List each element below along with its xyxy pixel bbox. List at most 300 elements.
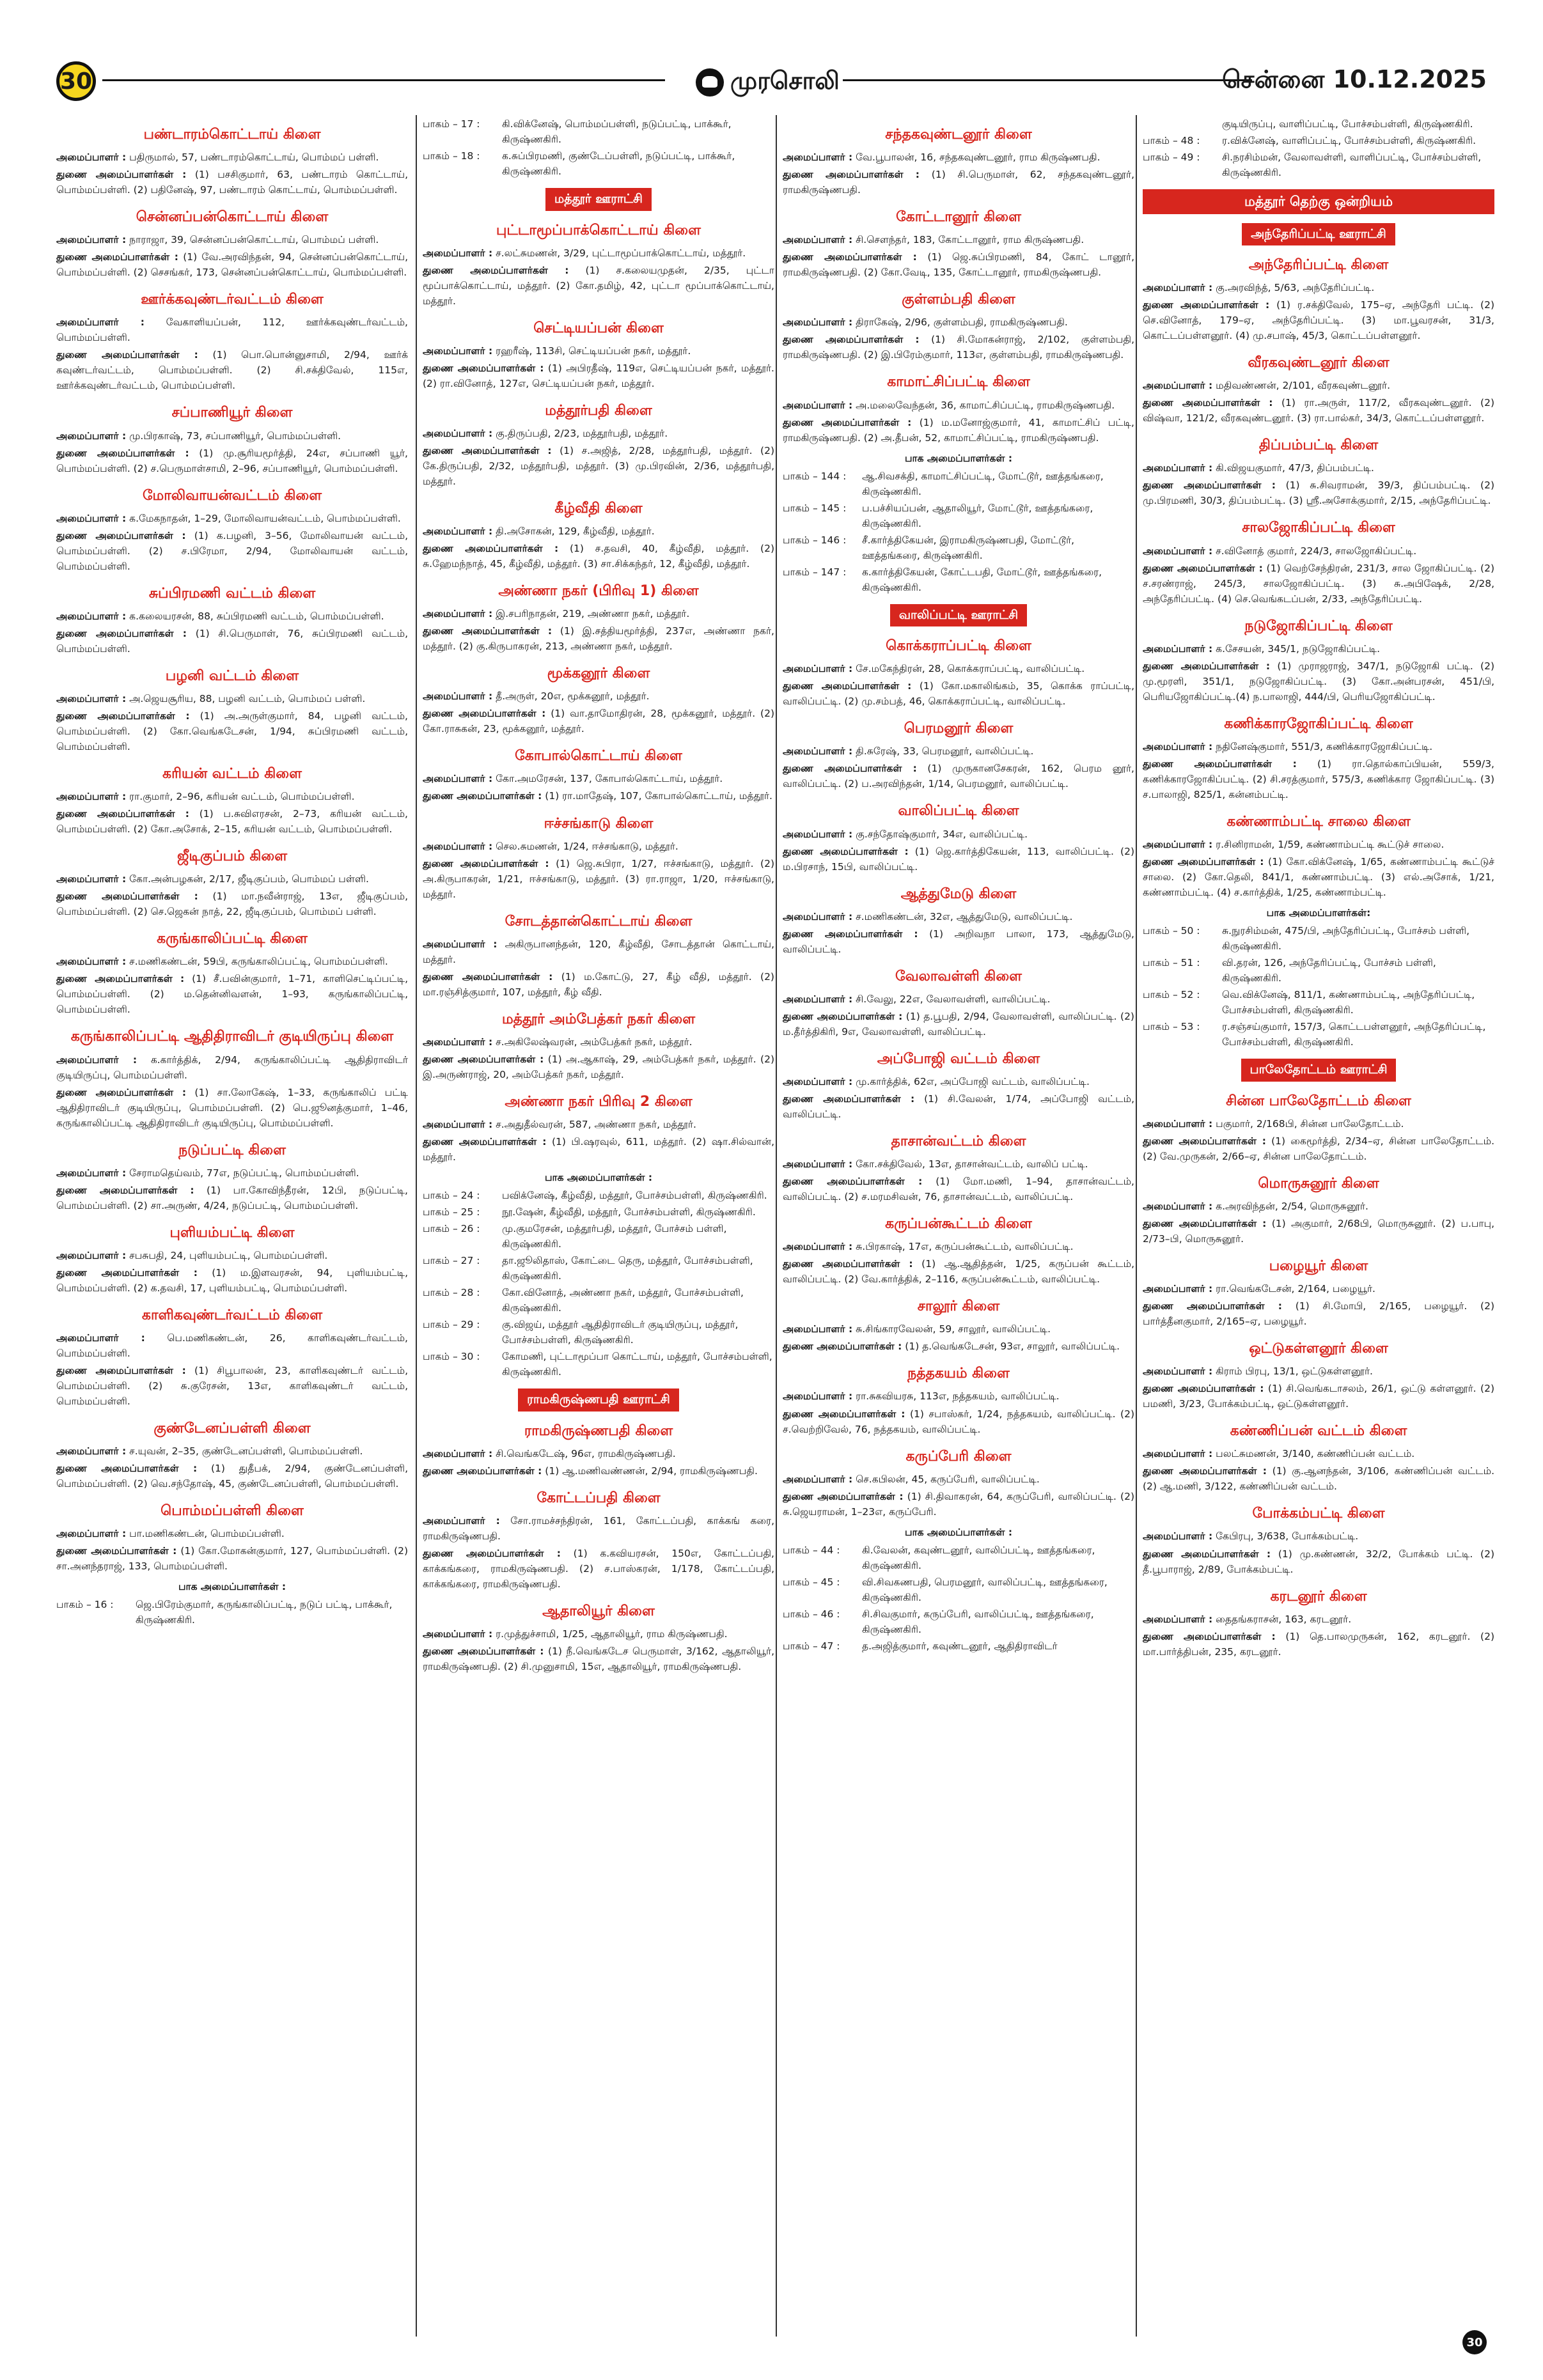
ward-subheading: பாக அமைப்பாளர்கள் : bbox=[904, 452, 1013, 464]
entry-label: துணை அமைப்பாளர்கள் : bbox=[783, 1176, 923, 1188]
ward-label: பாகம் – 48 : bbox=[1143, 135, 1200, 147]
organiser-entry bbox=[423, 1513, 774, 1544]
entry-text: (1) அகுமார், 2/68பி, மொருசுனூர். (2) ப.பாபு, 2/73–பி, மொருசுனூர். bbox=[1143, 1217, 1494, 1245]
organiser-entry bbox=[423, 1034, 774, 1050]
entry-label: அமைப்பாளர் : bbox=[1143, 380, 1213, 392]
organiser-entry bbox=[423, 937, 774, 967]
branch-heading: மூக்கனூர் கிளை bbox=[547, 665, 650, 682]
entry-text: வே.பூபாலன், 16, சந்தகவுண்டனூர், ராம கிருஷ்ணபதி. bbox=[856, 152, 1100, 164]
ward-entry bbox=[423, 1349, 774, 1380]
entry-text: சி.சௌந்தர், 183, கோட்டானூர், ராம கிருஷ்ணபதி. bbox=[856, 234, 1085, 246]
entry-label: அமைப்பாளர் : bbox=[56, 1249, 127, 1261]
entry-label: துணை அமைப்பாளர்கள் : bbox=[1143, 1217, 1267, 1229]
entry-text: (1) சு.சிவராமன், 39/3, திப்பம்பட்டி. (2) மு.பிரமணி, 30/3, திப்பம்பட்டி. (3) ஸ்ரீ.அசோக்குமார், 2/15, அந்தேரிப்பட்டி. bbox=[1143, 479, 1494, 507]
ward-entry bbox=[1143, 133, 1494, 148]
entry-label: அமைப்பாளர் : bbox=[783, 234, 853, 246]
branch-heading: கருப்பன்கூட்டம் கிளை bbox=[885, 1216, 1032, 1233]
entry-text: (1) கைமூர்த்தி, 2/34–ஏ, சின்ன பாலேதோட்டம். (2) வே.முருகன், 2/66–ஏ, சின்ன பாலேதோட்டம். bbox=[1143, 1135, 1494, 1162]
deputy-organisers-entry bbox=[56, 806, 408, 837]
organiser-entry bbox=[56, 428, 408, 444]
branch-heading: மொருசுனூர் கிளை bbox=[1258, 1175, 1379, 1192]
entry-label: அமைப்பாளர் : bbox=[783, 1241, 853, 1253]
branch-heading: சோடத்தான்கொட்டாய் கிளை bbox=[505, 913, 693, 929]
organiser-entry bbox=[423, 688, 774, 704]
entry-text: சு.பிரகாஷ், 17எ, கருப்பன்கூட்டம், வாலிப்பட்டி. bbox=[856, 1241, 1074, 1253]
branch-heading: கரடனூர் கிளை bbox=[1270, 1588, 1367, 1605]
column-divider bbox=[416, 115, 417, 2337]
entry-label: அமைப்பாளர் : bbox=[423, 345, 493, 357]
ward-subheading: பாக அமைப்பாளர்கள் : bbox=[904, 1526, 1013, 1538]
organiser-entry bbox=[423, 245, 774, 261]
organiser-entry bbox=[56, 871, 408, 887]
entry-text: (1) அ.ஆகாஷ், 29, அம்பேத்கர் நகர், மத்தூர். (2) இ.அருண்ராஜ், 20, அம்பேத்கர் நகர், மத்தூர். bbox=[423, 1053, 774, 1080]
ward-entry bbox=[423, 148, 774, 179]
deputy-organisers-entry bbox=[783, 844, 1134, 875]
entry-label: துணை அமைப்பாளர்கள் : bbox=[783, 1093, 915, 1105]
organiser-entry bbox=[56, 1330, 408, 1361]
column-1 bbox=[56, 115, 408, 2337]
entry-label: துணை அமைப்பாளர்கள் : bbox=[423, 970, 553, 983]
entry-label: துணை அமைப்பாளர்கள் : bbox=[56, 1184, 194, 1196]
organiser-entry bbox=[1143, 837, 1494, 852]
entry-text: கு.சந்தோஷ்குமார், 34எ, வாலிப்பட்டி. bbox=[856, 828, 1028, 840]
entry-label: துணை அமைப்பாளர்கள் : bbox=[56, 891, 198, 903]
branch-heading: கோட்டப்பதி கிளை bbox=[537, 1489, 661, 1506]
entry-label: துணை அமைப்பாளர்கள் : bbox=[783, 334, 920, 346]
entry-text: (1) அ.அருள்குமார், 84, பழனி வட்டம், பொம்மப்பள்ளி. (2) கோ.வெங்கடேசன், 1/94, சுப்பிரமணி வட்டம், பொம்மப்பள்ளி. bbox=[56, 710, 408, 753]
entry-text: (1) ப.சுவிஎரசன், 2–73, கரியன் வட்டம், பொம்மப்பள்ளி. (2) கோ.அசோக், 2–15, கரியன் வட்டம், பொம்மப்பள்ளி. bbox=[56, 808, 408, 836]
organiser-entry bbox=[423, 426, 774, 441]
entry-text: கு.அரவிந்த், 5/63, அந்தேரிப்பட்டி. bbox=[1216, 282, 1375, 294]
entry-label: அமைப்பாளர் : bbox=[1143, 740, 1213, 752]
entry-label: துணை அமைப்பாளர்கள் : bbox=[423, 1547, 561, 1559]
entry-label: துணை அமைப்பாளர்கள் : bbox=[56, 1463, 198, 1475]
deputy-organisers-entry bbox=[1143, 1629, 1494, 1660]
deputy-organisers-entry bbox=[423, 263, 774, 309]
ward-text: ர.விக்னேஷ், வாளிப்பட்டி, போச்சம்பள்ளி, கிருஷ்ணகிரி. bbox=[1222, 135, 1476, 147]
entry-text: (1) ஆ.ஆதித்தன், 1/25, கருப்பன் கூட்டம், வாலிப்பட்டி. (2) வே.கார்த்திக், 2–116, கருப்பன்கூட்டம், வாலிப்பட்டி. bbox=[783, 1258, 1134, 1286]
ward-entry bbox=[423, 1253, 774, 1284]
entry-label: அமைப்பாளர் : bbox=[783, 993, 853, 1005]
entry-label: அமைப்பாளர் : bbox=[1143, 1613, 1213, 1625]
deputy-organisers-entry bbox=[783, 1489, 1134, 1520]
ward-label: பாகம் – 51 : bbox=[1143, 957, 1200, 969]
organiser-entry bbox=[56, 691, 408, 706]
ward-text: ப.பச்சியப்பன், ஆதாலியூர், மோட்டூர், ஊத்தங்கரை, கிருஷ்ணகிரி. bbox=[862, 502, 1093, 529]
ward-entry bbox=[56, 1597, 408, 1628]
ward-label: பாகம் – 25 : bbox=[423, 1206, 480, 1218]
branch-heading: சாலஜோகிப்பட்டி கிளை bbox=[1242, 520, 1395, 536]
organiser-entry bbox=[56, 1443, 408, 1459]
entry-label: அமைப்பாளர் : bbox=[423, 773, 493, 785]
ward-entry bbox=[783, 564, 1134, 595]
deputy-organisers-entry bbox=[423, 1644, 774, 1674]
entry-text: ர.சினிராமன், 1/59, கண்ணாம்பட்டி கூட்டுச் சாலை. bbox=[1216, 839, 1445, 851]
entry-label: துணை அமைப்பாளர்கள் : bbox=[783, 845, 909, 857]
entry-label: துணை அமைப்பாளர்கள் : bbox=[423, 1136, 547, 1148]
organiser-entry bbox=[783, 315, 1134, 330]
branch-heading: புளியம்பட்டி கிளை bbox=[169, 1224, 295, 1241]
entry-text: (1) சி.மோகன்ராஜ், 2/102, குள்ளம்பதி, ராமகிருஷ்ணபதி. (2) இ.பிரேம்குமார், 113எ, குள்ளம்பதி, ராமகிருஷ்ணபதி. bbox=[783, 334, 1134, 361]
entry-label: துணை அமைப்பாளர்கள் : bbox=[1143, 397, 1273, 409]
deputy-organisers-entry bbox=[1143, 1381, 1494, 1412]
entry-label: துணை அமைப்பாளர்கள் : bbox=[1143, 1383, 1264, 1395]
entry-text: கு.திருப்பதி, 2/23, மத்தூர்பதி, மத்தூர். bbox=[496, 427, 668, 439]
entry-text: (1) ஆ.மணிவண்ணன், 2/94, ராமகிருஷ்ணபதி. bbox=[545, 1465, 758, 1477]
organiser-entry bbox=[783, 743, 1134, 759]
organiser-entry bbox=[423, 1117, 774, 1132]
column-divider bbox=[1136, 115, 1137, 2337]
entry-label: அமைப்பாளர் : bbox=[56, 152, 127, 164]
entry-label: துணை அமைப்பாளர்கள் : bbox=[1143, 1300, 1282, 1312]
ward-entry bbox=[783, 533, 1134, 563]
ward-label: பாகம் – 24 : bbox=[423, 1190, 480, 1202]
ward-text: ஆ.சிவசக்தி, காமாட்சிப்பட்டி, மோட்டூர், ஊத்தங்கரை, கிருஷ்ணகிரி. bbox=[862, 470, 1104, 497]
branch-heading: புட்டாமூப்பாக்கொட்டாய் கிளை bbox=[496, 222, 701, 238]
branch-heading: பண்டாரம்கொட்டாய் கிளை bbox=[143, 127, 321, 143]
entry-label: அமைப்பாளர் : bbox=[783, 152, 853, 164]
branch-heading: சப்பாணியூர் கிளை bbox=[171, 405, 293, 421]
entry-label: துணை அமைப்பாளர்கள் : bbox=[1143, 479, 1276, 492]
masthead bbox=[56, 61, 1487, 104]
deputy-organisers-entry bbox=[783, 1009, 1134, 1039]
masthead-rule-right bbox=[843, 79, 1252, 81]
deputy-organisers-entry bbox=[1143, 1463, 1494, 1494]
entry-label: அமைப்பாளர் : bbox=[56, 512, 127, 524]
entry-label: அமைப்பாளர் : bbox=[423, 938, 497, 950]
entry-text: (1) சி.திவாகரன், 64, கருப்பேரி, வாலிப்பட்டி. (2) சு.ஜெயராமன், 1–23எ, கருப்பேரி. bbox=[783, 1490, 1134, 1518]
branch-heading: கருப்பேரி கிளை bbox=[905, 1448, 1012, 1465]
organiser-entry bbox=[783, 232, 1134, 247]
entry-label: துணை அமைப்பாளர்கள் : bbox=[423, 625, 552, 637]
entry-label: துணை அமைப்பாளர்கள் : bbox=[56, 447, 189, 459]
ward-label: பாகம் – 145 : bbox=[783, 502, 847, 514]
branch-heading: ஒட்டுகள்ளனூர் கிளை bbox=[1249, 1341, 1388, 1357]
organiser-entry bbox=[56, 789, 408, 804]
entry-label: துணை அமைப்பாளர்கள் : bbox=[423, 264, 569, 276]
ward-text: த.அஜித்குமார், கவுண்டனூர், ஆதிதிராவிடர் bbox=[862, 1640, 1058, 1652]
entry-label: அமைப்பாளர் : bbox=[423, 608, 493, 620]
deputy-organisers-entry bbox=[56, 1183, 408, 1213]
organiser-entry bbox=[423, 1626, 774, 1642]
entry-text: (1) ம.கோட்டு, 27, கீழ் வீதி, மத்தூர். (2) மா.ரஞ்சித்குமார், 107, மத்தூர், கீழ் வீதி. bbox=[423, 970, 774, 998]
entry-label: அமைப்பாளர் : bbox=[56, 1054, 137, 1066]
deputy-organisers-entry bbox=[56, 971, 408, 1017]
entry-label: அமைப்பாளர் : bbox=[783, 663, 853, 675]
organiser-entry bbox=[1143, 460, 1494, 476]
branch-heading: பெரமனூர் கிளை bbox=[904, 720, 1014, 737]
branch-heading: அந்தேரிப்பட்டி கிளை bbox=[1248, 257, 1389, 274]
branch-heading: பொம்மப்பள்ளி கிளை bbox=[161, 1503, 304, 1520]
ward-text: க.கார்த்திகேயன், கோட்டபதி, மோட்டூர், ஊத்தங்கரை, கிருஷ்ணகிரி. bbox=[862, 566, 1102, 593]
branch-heading: ஆத்துமேடு கிளை bbox=[900, 885, 1017, 902]
ward-subheading: பாக அமைப்பாளர்கள் : bbox=[544, 1172, 653, 1184]
entry-text: (1) அபிரதீஷ், 119எ, செட்டியப்பன் நகர், மத்தூர். (2) ரா.வினோத், 127எ, செட்டியப்பன் நகர், மத்தூர். bbox=[423, 362, 774, 389]
entry-label: துணை அமைப்பாளர்கள் : bbox=[56, 349, 198, 361]
entry-text: கி.விஜயகுமார், 47/3, திப்பம்பட்டி. bbox=[1216, 462, 1374, 474]
deputy-organisers-entry bbox=[423, 361, 774, 391]
entry-label: துணை அமைப்பாளர்கள் : bbox=[56, 529, 186, 541]
branch-heading: காளிகவுண்டர்வட்டம் கிளை bbox=[141, 1307, 323, 1323]
entry-label: துணை அமைப்பாளர்கள் : bbox=[56, 710, 190, 722]
entry-label: துணை அமைப்பாளர்கள் : bbox=[423, 1465, 542, 1477]
entry-label: துணை அமைப்பாளர்கள் : bbox=[56, 169, 187, 181]
ward-entry bbox=[423, 1285, 774, 1316]
ward-entry bbox=[1143, 987, 1494, 1018]
ward-label: பாகம் – 28 : bbox=[423, 1287, 480, 1299]
entry-label: அமைப்பாளர் : bbox=[56, 610, 127, 622]
entry-text: இ.சபரிநாதன், 219, அண்ணா நகர், மத்தூர். bbox=[496, 608, 690, 620]
organiser-entry bbox=[56, 1165, 408, 1181]
deputy-organisers-entry bbox=[423, 706, 774, 736]
entry-text: (1) ச.கலையமுதன், 2/35, புட்டா மூப்பாக்கொட்டாய், மத்தூர். (2) கோ.தமிழ், 42, புட்டா மூப்பாக்கொட்டாய், மத்தூர். bbox=[423, 264, 774, 307]
column-3 bbox=[783, 115, 1134, 2337]
organiser-entry bbox=[783, 1388, 1134, 1404]
entry-label: துணை அமைப்பாளர்கள் : bbox=[783, 416, 912, 428]
entry-label: துணை அமைப்பாளர்கள் : bbox=[783, 1408, 905, 1420]
entry-text: கோ.அன்பழகன், 2/17, ஜீடிகுப்பம், பொம்மப் பள்ளி. bbox=[129, 873, 369, 885]
entry-label: அமைப்பாளர் : bbox=[56, 1332, 145, 1344]
deputy-organisers-entry bbox=[783, 1339, 1134, 1354]
entry-label: அமைப்பாளர் : bbox=[423, 427, 493, 439]
ward-subheading: பாக அமைப்பாளர்கள் : bbox=[178, 1581, 286, 1593]
panchayat-tag: வாலிப்பட்டி ஊராட்சி bbox=[890, 604, 1027, 626]
date-line: சென்னை 10.12.2025 bbox=[1222, 65, 1487, 93]
entry-text: ச.மணிகண்டன், 59பி, கருங்காலிப்பட்டி, பொம்மப்பள்ளி. bbox=[129, 956, 388, 968]
entry-label: துணை அமைப்பாளர்கள் : bbox=[423, 708, 546, 720]
organiser-entry bbox=[56, 1052, 408, 1083]
ward-entry bbox=[783, 469, 1134, 499]
entry-label: அமைப்பாளர் : bbox=[423, 690, 493, 703]
entry-text: (1) பசசிகுமார், 63, பண்டாரம் கொட்டாய், பொம்மப்பள்ளி. (2) பதினேஷ், 97, பண்டாரம் கொட்டாய், பொம்மப்பள்ளி. bbox=[56, 169, 408, 196]
entry-label: அமைப்பாளர் : bbox=[423, 1628, 493, 1640]
ward-entry bbox=[423, 1188, 774, 1203]
deputy-organisers-entry bbox=[783, 1091, 1134, 1122]
entry-label: அமைப்பாளர் : bbox=[1143, 642, 1213, 655]
entry-text: (1) ச.அஜித், 2/28, மத்தூர்பதி, மத்தூர். (2) கே.திருப்பதி, 2/32, மத்தூர்பதி, மத்தூர். (3) மு.பிரவின், 2/36, மத்தூர்பதி, மத்தூர். bbox=[423, 444, 774, 487]
ward-label: பாகம் – 49 : bbox=[1143, 152, 1200, 164]
entry-label: அமைப்பாளர் : bbox=[783, 1473, 853, 1485]
entry-label: அமைப்பாளர் : bbox=[423, 247, 493, 259]
organiser-entry bbox=[783, 661, 1134, 676]
entry-text: தி.அசோகன், 129, கீழ்வீதி, மத்தூர். bbox=[496, 525, 655, 538]
union-banner: மத்தூர் தெற்கு ஒன்றியம் bbox=[1143, 189, 1494, 214]
deputy-organisers-entry bbox=[783, 1406, 1134, 1437]
ward-label: பாகம் – 52 : bbox=[1143, 989, 1200, 1001]
ward-text: ர.சஞ்சய்குமார், 157/3, கொட்டபள்ளனூர், அந்தேரிப்பட்டி, போச்சம்பள்ளி, கிருஷ்ணகிரி. bbox=[1222, 1021, 1486, 1048]
entry-label: துணை அமைப்பாளர்கள் : bbox=[783, 1010, 903, 1022]
entry-label: அமைப்பாளர் : bbox=[783, 1075, 853, 1087]
entry-label: துணை அமைப்பாளர்கள் : bbox=[423, 543, 559, 555]
entry-label: அமைப்பாளர் : bbox=[56, 316, 145, 329]
entry-text: சி.வேலு, 22எ, வேலாவள்ளி, வாலிப்பட்டி. bbox=[856, 993, 1051, 1005]
ward-text: தா.ஜூலிதாஸ், கோட்டை தெரு, மத்தூர், போச்சம்பள்ளி, கிருஷ்ணகிரி. bbox=[502, 1255, 753, 1282]
deputy-organisers-entry bbox=[56, 1363, 408, 1409]
entry-text: (1) ரா.அருள், 117/2, வீரகவுண்டனூர். (2) விஷ்வா, 121/2, வீரகவுண்டனூர். (3) ரா.பால்கர், 34/3, கொட்டப்பள்ளனூர். bbox=[1143, 397, 1494, 424]
entry-label: அமைப்பாளர் : bbox=[56, 1167, 127, 1179]
entry-text: (1) சிபூபாலன், 23, காளிகவுண்டர் வட்டம், பொம்மப்பள்ளி. (2) சு.குரேசன், 13எ, காளிகவுண்டர் வட்டம், பொம்மப்பள்ளி. bbox=[56, 1365, 408, 1408]
branch-heading: சாலூர் கிளை bbox=[917, 1298, 1000, 1315]
branch-heading: காமாட்சிப்பட்டி கிளை bbox=[887, 374, 1030, 391]
entry-label: துணை அமைப்பாளர்கள் : bbox=[56, 973, 185, 985]
branch-heading: கோட்டானூர் கிளை bbox=[896, 209, 1021, 226]
deputy-organisers-entry bbox=[1143, 561, 1494, 607]
organiser-entry bbox=[423, 1446, 774, 1461]
branch-heading: ஈச்சங்காடு கிளை bbox=[544, 815, 654, 832]
entry-label: அமைப்பாளர் : bbox=[423, 1036, 493, 1048]
entry-text: (1) பா.கோவிந்தீரன், 12பி, நடுப்பட்டி, பொம்மப்பள்ளி. (2) சா.அருண், 4/24, நடுப்பட்டி, பொம்மப்பள்ளி. bbox=[56, 1184, 408, 1211]
entry-text: ச.வினோத் குமார், 224/3, சாலஜோகிப்பட்டி. bbox=[1216, 545, 1417, 557]
entry-text: (1) முருகானசேகரன், 162, பெரம னூர், வாலிப்பட்டி. (2) ப.அரவிந்தன், 1/14, பெரமனூர், வாலிப்பட்டி. bbox=[783, 763, 1134, 790]
organiser-entry bbox=[783, 150, 1134, 165]
deputy-organisers-entry bbox=[783, 332, 1134, 362]
entry-text: பெ.மணிகண்டன், 26, காளிகவுண்டர்வட்டம், பொம்மப்பள்ளி. bbox=[56, 1332, 408, 1360]
ward-text: கி.விக்னேஷ், பொம்மப்பள்ளி, நடுப்பட்டி, பாக்கூர், கிருஷ்ணகிரி. bbox=[502, 118, 732, 146]
deputy-organisers-entry bbox=[423, 1546, 774, 1592]
deputy-organisers-entry bbox=[56, 249, 408, 280]
organiser-entry bbox=[1143, 280, 1494, 295]
paper-name bbox=[696, 66, 840, 98]
entry-text: சு.சிங்காரவேலன், 59, சாலூர், வாலிப்பட்டி. bbox=[856, 1323, 1051, 1335]
deputy-organisers-entry bbox=[423, 856, 774, 902]
deputy-organisers-entry bbox=[56, 1085, 408, 1131]
ward-label: பாகம் – 29 : bbox=[423, 1319, 480, 1331]
entry-text: (1) மா.நவீன்ராஜ், 13எ, ஜீடிகுப்பம், பொம்மப்பள்ளி. (2) செ.ஜெகன் நாத், 22, ஜீடிகுப்பம், பொம்மப் பள்ளி. bbox=[56, 891, 408, 918]
ward-text: சு.நுரசிம்மன், 475/பி, அந்தேரிப்பட்டி, போச்சம் பள்ளி, கிருஷ்ணகிரி. bbox=[1222, 925, 1470, 953]
entry-label: துணை அமைப்பாளர்கள் : bbox=[423, 790, 542, 802]
entry-label: அமைப்பாளர் : bbox=[1143, 282, 1213, 294]
organiser-entry bbox=[56, 232, 408, 247]
entry-label: அமைப்பாளர் : bbox=[56, 956, 127, 968]
column-2 bbox=[423, 115, 774, 2337]
entry-label: அமைப்பாளர் : bbox=[423, 525, 493, 538]
ward-label: பாகம் – 50 : bbox=[1143, 925, 1200, 937]
entry-label: அமைப்பாளர் : bbox=[1143, 1117, 1213, 1130]
entry-text: நாராஜா, 39, சென்னப்பன்கொட்டாய், பொம்மப் பள்ளி. bbox=[129, 234, 379, 246]
deputy-organisers-entry bbox=[56, 446, 408, 476]
organiser-entry bbox=[1143, 1612, 1494, 1627]
ward-text: கி.வேலன், கவுண்டனூர், வாலிப்பட்டி, ஊத்தங்கரை, கிருஷ்ணகிரி. bbox=[862, 1544, 1095, 1571]
branch-heading: ஜீடிகுப்பம் கிளை bbox=[176, 848, 288, 865]
entry-text: அகிருபானந்தன், 120, கீழ்வீதி, சோடத்தான் கொட்டாய், மத்தூர். bbox=[423, 938, 774, 965]
entry-label: துணை அமைப்பாளர்கள் : bbox=[423, 1053, 544, 1065]
entry-text: ர.முத்துச்சாமி, 1/25, ஆதாலியூர், ராம கிருஷ்ணபதி. bbox=[496, 1628, 728, 1640]
entry-text: (1) நீ.வெங்கடேச பெருமாள், 3/162, ஆதாலியூர், ராமகிருஷ்ணபதி. (2) சி.முனுசாமி, 15எ, ஆதாலியூர், ராமகிருஷ்ணபதி. bbox=[423, 1645, 774, 1673]
organiser-entry bbox=[783, 1321, 1134, 1337]
entry-text: ச.அகிலேஷ்வரன், அம்பேத்கர் நகர், மத்தூர். bbox=[496, 1036, 693, 1048]
entry-label: அமைப்பாளர் : bbox=[56, 234, 127, 246]
branch-heading: சுப்பிரமணி வட்டம் கிளை bbox=[148, 585, 316, 602]
ward-entry bbox=[783, 1575, 1134, 1605]
organiser-entry bbox=[1143, 1281, 1494, 1296]
organiser-entry bbox=[1143, 1364, 1494, 1379]
deputy-organisers-entry bbox=[783, 926, 1134, 957]
entry-label: அமைப்பாளர் : bbox=[783, 399, 853, 411]
entry-text: (1) சீ.பவின்குமார், 1–71, காளிசெட்டிப்பட்டி, பொம்மப்பள்ளி. (2) ம.தென்னிவளன், 1–93, கருங்காலிப்பட்டி, பொம்மப்பள்ளி. bbox=[56, 973, 408, 1016]
entry-text: ரா.குமார், 2–96, கரியன் வட்டம், பொம்மப்பள்ளி. bbox=[129, 791, 355, 803]
entry-label: துணை அமைப்பாளர்கள் : bbox=[783, 1490, 904, 1502]
organiser-entry bbox=[56, 1526, 408, 1541]
entry-text: மு.பிரகாஷ், 73, சப்பாணியூர், பொம்மப்பள்ளி. bbox=[129, 430, 341, 442]
organiser-entry bbox=[56, 609, 408, 624]
entry-text: ரஹரீஷ், 113சி, செட்டியப்பன் நகர், மத்தூர். bbox=[496, 345, 691, 357]
organiser-entry bbox=[783, 1239, 1134, 1254]
entry-label: துணை அமைப்பாளர்கள் : bbox=[56, 808, 189, 820]
entry-text: (1) ர.சக்திவேல், 175–ஏ, அந்தேரி பட்டி. (2) செ.வினோத், 179–ஏ, அந்தேரிப்பட்டி. (3) மா.பூவரசன், 31/3, கொட்டப்பள்ளனூர். (4) மு.சபாஷ், 45/3, கொட்டப்பள்ளனூர். bbox=[1143, 299, 1494, 342]
organiser-entry bbox=[56, 1248, 408, 1263]
ward-entry bbox=[783, 501, 1134, 531]
entry-label: துணை அமைப்பாளர்கள் : bbox=[423, 1645, 544, 1658]
entry-text: சேராமதெய்வம், 77எ, நடுப்பட்டி, பொம்மப்பள்ளி. bbox=[129, 1167, 359, 1179]
entry-text: (1) ரா.மாதேஷ், 107, கோபால்கொட்டாய், மத்தூர். bbox=[545, 790, 772, 802]
branch-heading: மோலிவாயன்வட்டம் கிளை bbox=[142, 487, 322, 504]
entry-label: துணை அமைப்பாளர்கள் : bbox=[783, 680, 912, 692]
ward-entry bbox=[423, 1204, 774, 1220]
entry-label: துணை அமைப்பாளர்கள் : bbox=[1143, 1548, 1271, 1560]
deputy-organisers-entry bbox=[783, 1174, 1134, 1204]
deputy-organisers-entry bbox=[1143, 1216, 1494, 1247]
entry-text: க.சேசயன், 345/1, நடுஜோகிப்பட்டி. bbox=[1216, 642, 1381, 655]
entry-label: அமைப்பாளர் : bbox=[56, 1528, 127, 1540]
entry-text: க.கார்த்திக், 2/94, கருங்காலிப்பட்டி ஆதிதிராவிடர் குடியிருப்பு, பொம்மப்பள்ளி. bbox=[56, 1054, 408, 1081]
entry-label: அமைப்பாளர் : bbox=[783, 1158, 853, 1171]
organiser-entry bbox=[423, 839, 774, 854]
organiser-entry bbox=[423, 524, 774, 539]
deputy-organisers-entry bbox=[56, 1265, 408, 1296]
ward-text: வி.சிவகணபதி, பெரமனூர், வாலிப்பட்டி, ஊத்தங்கரை, கிருஷ்ணகிரி. bbox=[862, 1576, 1108, 1603]
deputy-organisers-entry bbox=[423, 541, 774, 572]
branch-heading: நத்தகயம் கிளை bbox=[907, 1365, 1010, 1382]
deputy-organisers-entry bbox=[56, 626, 408, 657]
entry-label: அமைப்பாளர் : bbox=[423, 1514, 500, 1527]
entry-label: துணை அமைப்பாளர்கள் : bbox=[783, 763, 917, 775]
ward-entry bbox=[423, 1317, 774, 1348]
deputy-organisers-entry bbox=[423, 1463, 774, 1479]
branch-heading: கீழ்வீதி கிளை bbox=[554, 500, 643, 517]
entry-text: ரா.சுகவியரசு, 113எ, நத்தகயம், வாலிப்பட்டி. bbox=[856, 1390, 1060, 1403]
branch-heading: குள்ளம்பதி கிளை bbox=[902, 292, 1015, 308]
ward-label: பாகம் – 17 : bbox=[423, 118, 480, 130]
entry-label: துணை அமைப்பாளர்கள் : bbox=[1143, 562, 1263, 574]
organiser-entry bbox=[423, 771, 774, 786]
entry-text: (1) தெ.பாலமுருகன், 162, கரடனூர். (2) மா.பார்த்திபன், 235, கரடனூர். bbox=[1143, 1630, 1494, 1658]
deputy-organisers-entry bbox=[783, 167, 1134, 198]
ward-entry bbox=[783, 1606, 1134, 1637]
deputy-organisers-entry bbox=[1143, 1133, 1494, 1164]
entry-label: அமைப்பாளர் : bbox=[56, 873, 127, 885]
ward-label: பாகம் – 45 : bbox=[783, 1576, 840, 1588]
ward-text: கோ.வினோத், அண்ணா நகர், மத்தூர், போச்சம்பள்ளி, கிருஷ்ணகிரி. bbox=[502, 1287, 744, 1314]
entry-text: (1) ச.தவசி, 40, கீழ்வீதி, மத்தூர். (2) சு.ஹேமந்நாத், 45, கீழ்வீதி, மத்தூர். (3) சா.சிக்கந்தர், 12, கீழ்வீதி, மத்தூர். bbox=[423, 543, 774, 570]
entry-label: அமைப்பாளர் : bbox=[56, 430, 127, 442]
ward-text: சி.நரசிம்மன், வேலாவள்ளி, வாளிப்பட்டி, போச்சம்பள்ளி, கிருஷ்ணகிரி. bbox=[1222, 152, 1482, 179]
deputy-organisers-entry bbox=[1143, 658, 1494, 704]
ward-label: பாகம் – 147 : bbox=[783, 566, 847, 578]
entry-text: (1) முராஜராஜ், 347/1, நடுஜோகி பட்டி. (2) மு.மூரளி, 351/1, நடுஜோகிப்பட்டி. (3) கோ.அன்பரசன், 451/பி, பெரியஜோகிப்பட்டி.(4) ந.பாலாஜி, 444/பி, பெரியஜோகிப்பட்டி. bbox=[1143, 660, 1494, 703]
entry-text: சபசுபதி, 24, புளியம்பட்டி, பொம்மப்பள்ளி. bbox=[129, 1249, 328, 1261]
entry-label: அமைப்பாளர் : bbox=[783, 1390, 853, 1403]
entry-label: துணை அமைப்பாளர்கள் : bbox=[423, 362, 544, 374]
branch-heading: தாசான்வட்டம் கிளை bbox=[891, 1133, 1026, 1149]
entry-text: (1) ஜெ.சுபிரா, 1/27, ஈச்சங்காடு, மத்தூர். (2) அ.கிருபாகரன், 1/21, ஈச்சங்காடு, மத்தூர். (3) ரா.ராஜா, 1/20, ஈச்சங்காடு, மத்தூர். bbox=[423, 857, 774, 900]
deputy-organisers-entry bbox=[1143, 1546, 1494, 1577]
entry-label: துணை அமைப்பாளர்கள் : bbox=[56, 251, 178, 263]
deputy-organisers-entry bbox=[423, 969, 774, 1000]
entry-text: (1) பொ.பொன்னுசாமி, 2/94, ஊர்க் கவுண்டர்வட்டம், பொம்மப்பள்ளி. (2) சி.சக்திவேல், 115எ, ஊர்க்கவுண்டர்வட்டம், பொம்மப்பள்ளி. bbox=[56, 349, 408, 392]
organiser-entry bbox=[56, 511, 408, 526]
branch-heading: சந்தகவுண்டனூர் கிளை bbox=[885, 127, 1032, 143]
entry-text: (1) ஜெ.கார்த்திகேயன், 113, வாலிப்பட்டி. (2) ம.பிரசாந், 15பி, வாலிப்பட்டி. bbox=[783, 845, 1134, 873]
